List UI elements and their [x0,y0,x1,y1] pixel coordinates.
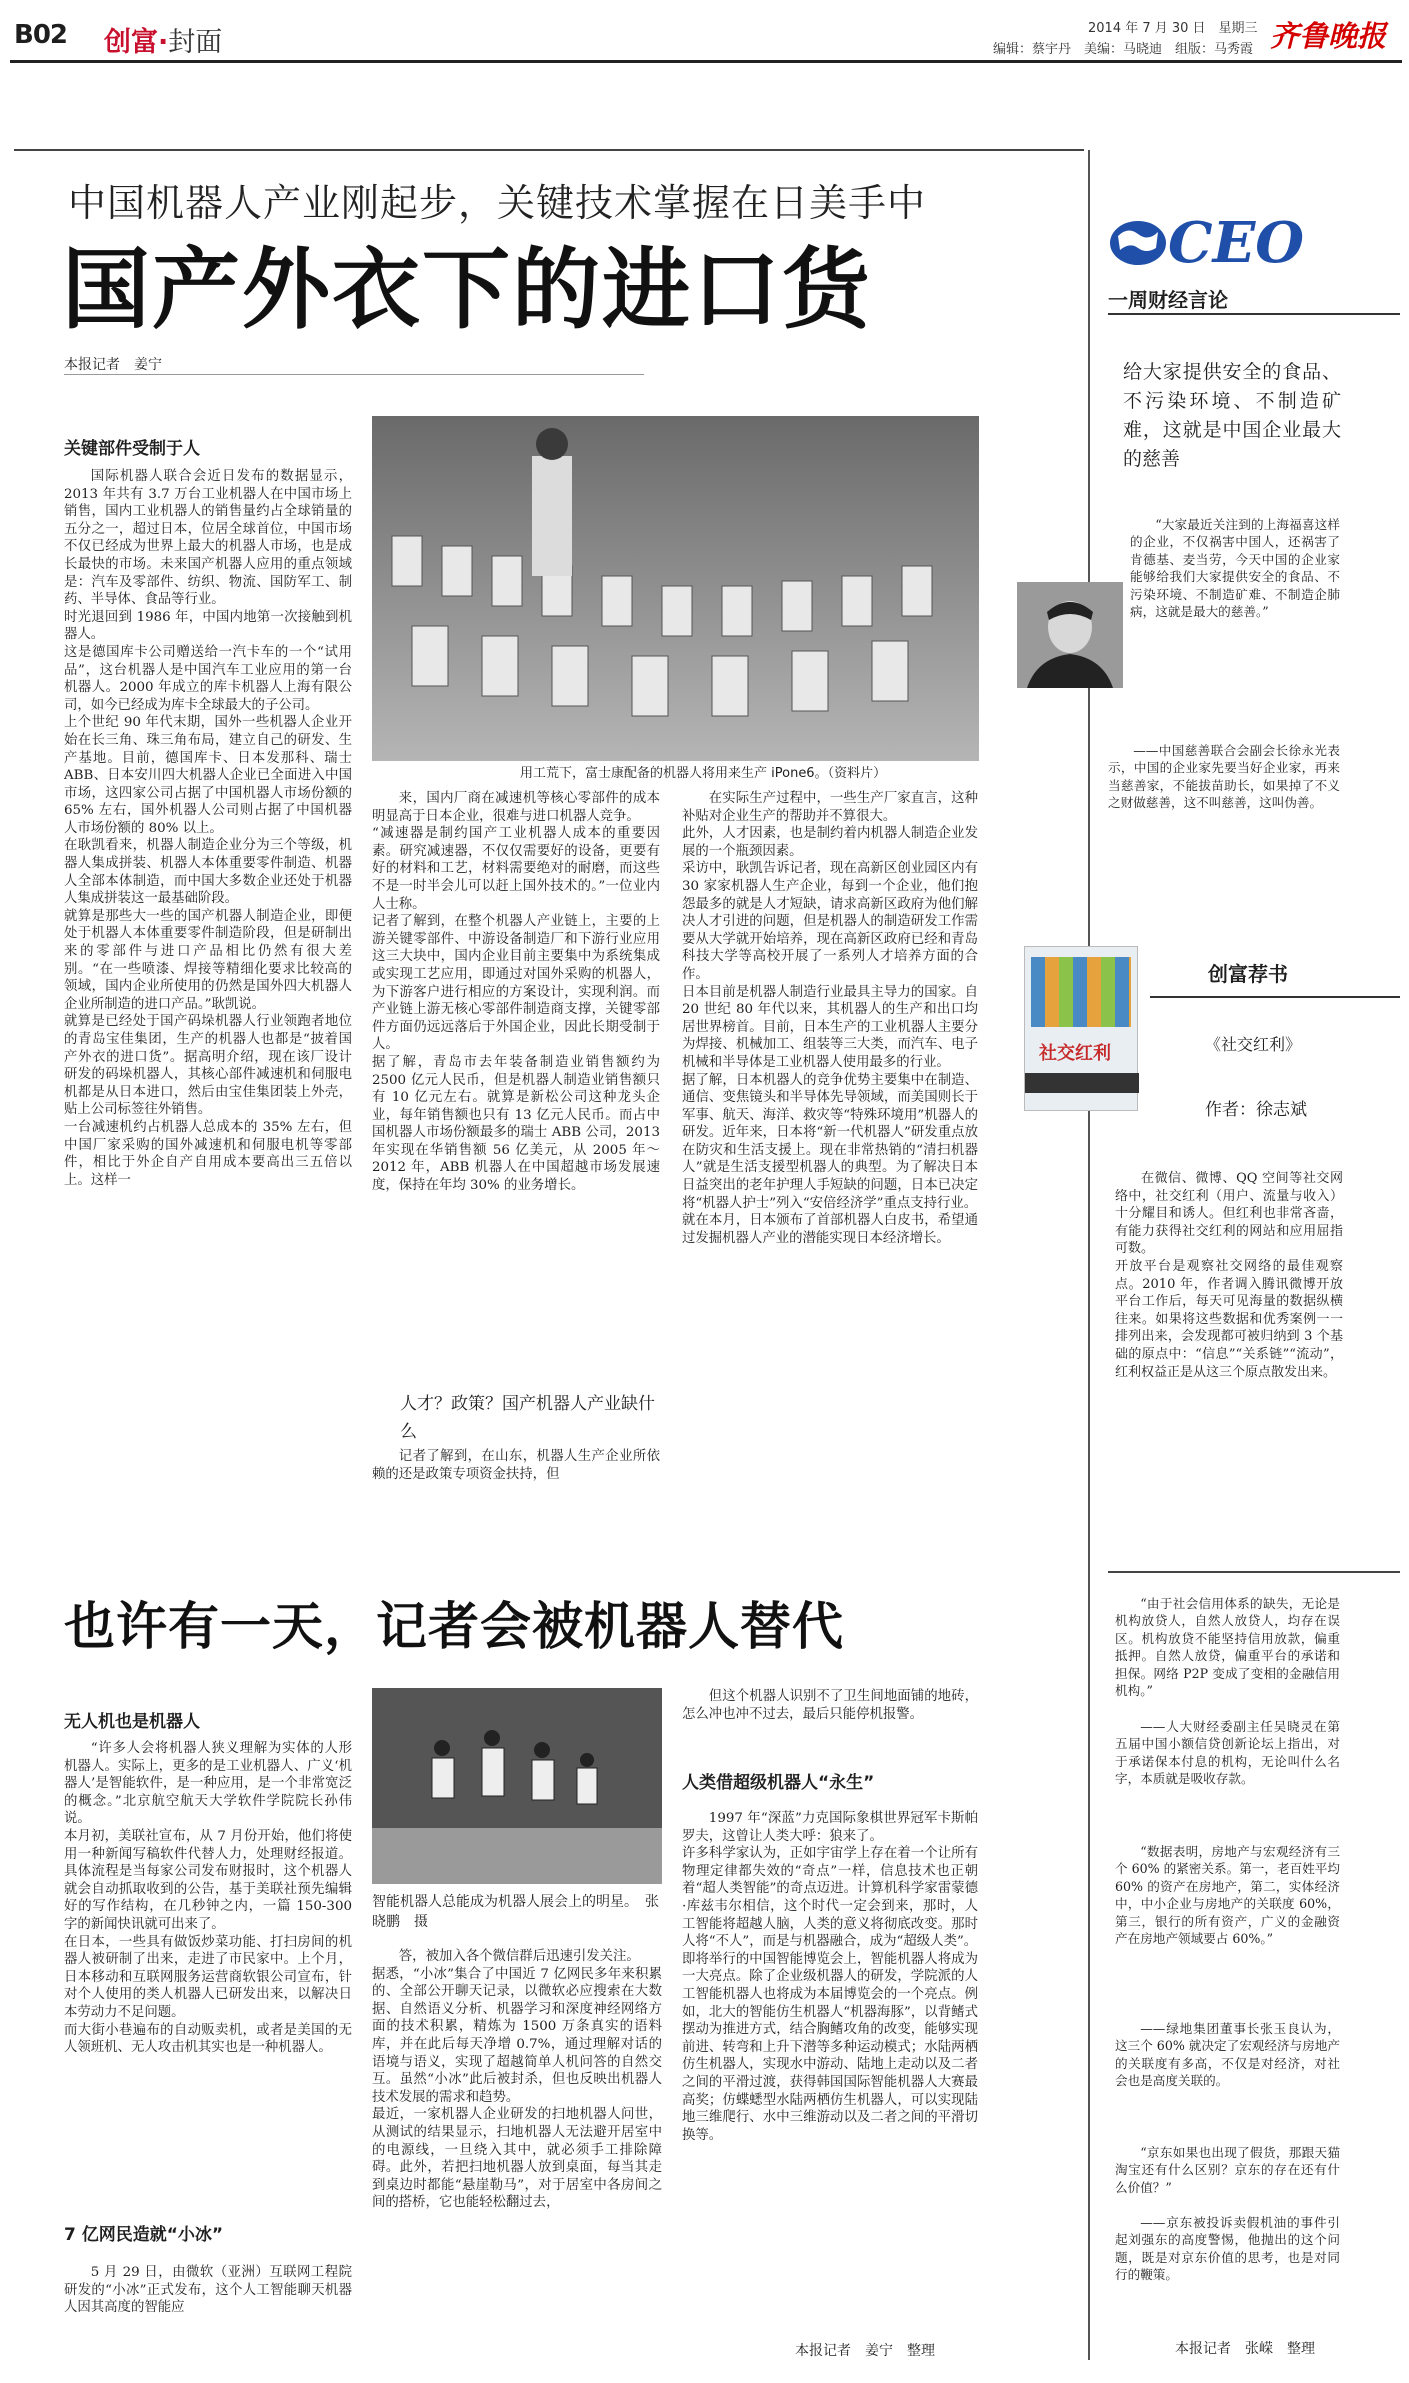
photo2-caption: 智能机器人总能成为机器人展会上的明星。 张晓鹏 摄 [372,1894,659,1930]
ceo-title-rule [1108,313,1400,315]
main-col2b-text: 记者了解到，在山东，机器人生产企业所依赖的还是政策专项资金扶持，但 [372,1449,660,1482]
book-cover [1024,946,1138,1111]
robot-factory-photo [372,416,979,761]
sidebar-quote2: “由于社会信用体系的缺失，无论是机构放贷人，自然人放贷人，均存在误区。机构放贷不能坚持信用放款，偏重抵押。自然人放贷，偏重平台的承诺和担保。网络 P2P 变成了变相的金融信用机构。” [1115,1596,1340,1699]
main-col3-text: 在实际生产过程中，一些生产厂家直言，这种补贴对企业生产的帮助并不算很大。 此外，人才因素，也是制约着内机器人制造企业发展的一个瓶颈因素。 采访中，耿凯告诉记者，现在高新区创业园区内有 30 家家机器人生产企业，每到一个企业，他们抱怨最多的就是人才短缺，请求高新区政府为他们解决人才引进的问题，但是机器人的制造研发工作需要从大学就开始培养，现在高新区政府已经和青岛科技大学等高校开展了一系列人才培养方面的合作。 日本目前是机器人制造行业最具主导力的国家。自 20 世纪 80 年代以来，其机器人的生产和出口均居世界榜首。目前，日本生产的工业机器人主要分为焊接、机械加工、组装等三大类，而汽车、电子机械和半导体是工业机器人使用最多的行业。 据了解，日本机器人的竞争优势主要集中在制造、通信、变焦镜头和半导体先导领域，而美国则长于军事、航天、海洋、救灾等“特殊环境用”机器人的研发。近年来，日本将“新一代机器人”研发重点放在防灾和生活支援上。现在非常热销的“清扫机器人”就是生活支援型机器人的典型。为了解决日本日益突出的老年护理人手短缺的问题，日本已决定将“机器人护士”列入“安倍经济学”重点支持行业。 就在本月，日本颁布了首部机器人白皮书，希望通过发掘机器人产业的潜能实现日本经济增长。 [682,791,978,1246]
main-col1-text: 国际机器人联合会近日发布的数据显示，2013 年共有 3.7 万台工业机器人在中国市场上销售，国内工业机器人的销售量约占全球销量的五分之一，超过日本，位居全球首位，中国市场不仅已经成为世界上最大的机器人市场，也是成长最快的市场。未来国产机器人应用的重点领域是：汽车及零部件、纺织、物流、国防军工、制药、半导体、食品等行业。 时光退回到 1986 年，中国内地第一次接触到机器人。 这是德国库卡公司赠送给一汽卡车的一个“试用品”，这台机器人是中国汽车工业应用的第一台机器人。2000 年成立的库卡机器人上海有限公司，如今已经成为库卡全球最大的子公司。 上个世纪 90 年代末期，国外一些机器人企业开始在长三角、珠三角布局，建立自己的研发、生产基地。目前，德国库卡、日本发那科、瑞士 ABB、日本安川四大机器人企业已全面进入中国市场，这四家公司占据了中国机器人市场份额的 65% 左右，国外机器人公司则占据了中国机器人市场份额的 80% 以上。 在耿凯看来，机器人制造企业分为三个等级，机器人集成拼装、机器人本体重要零件制造、机器人全部本体制造，而中国大多数企业还处于机器人集成拼装这一最基础阶段。 就算是那些大一些的国产机器人制造企业，即便处于机器人本体重要零件制造阶段，但是研制出来的零部件与进口产品相比仍然有很大差别。“在一些喷漆、焊接等精细化要求比较高的领域，国内企业所使用的仍然是国外四大机器人企业所制造的进口产品。”耿凯说。 就算是已经处于国产码垛机器人行业领跑者地位的青岛宝佳集团，生产的机器人也都是“披着国产外衣的进口货”。据高明介绍，现在该厂设计研发的码垛机器人，其核心部件减速机和伺服电机都是从日本进口，然后由宝佳集团装上外壳，贴上公司标签往外销售。 一台减速机约占机器人总成本的 35% 左右，但中国厂家采购的国外减速机和伺服电机等零部件，相比于外企自产自用成本要高出三五倍以上。这样一 [64,469,352,1188]
sidebar-divider [1088,150,1090,2360]
main-section2-head: 人才？政策？国产机器人产业缺什么 [400,1394,655,1442]
main-section1-head: 关键部件受制于人 [64,439,200,459]
sidebar-quote4-attr: ——京东被投诉卖假机油的事件引起刘强东的高度警惕，他抛出的这个问题，既是对京东价值的思考，也是对同行的鞭策。 [1115,2215,1340,2283]
second-byline: 本报记者 姜宁 整理 [795,2343,935,2359]
section-title: 创富 [104,27,158,58]
sidebar-byline: 本报记者 张嵘 整理 [1175,2341,1315,2357]
book-cover-stripe [1025,1073,1139,1093]
book-section-rule [1150,996,1400,998]
second-section1-head: 无人机也是机器人 [64,1712,200,1732]
ceo-wordmark: CEO [1168,210,1305,276]
sidebar-quote3: “数据表明，房地产与宏观经济有三个 60% 的紧密关系。第一，老百姓平均 60% 的资产在房地产，第二，实体经济中，中小企业与房地产的关联度 60%，第三，银行的所有资产，广义的金融资产在房地产领域要占 60%。” [1115,1844,1340,1947]
byline-rule [64,374,644,375]
sidebar-quote1: “大家最近关注到的上海福喜这样的企业，不仅祸害中国人，还祸害了肯德基、麦当劳，今天中国的企业家能够给我们大家提供安全的食品、不污染环境、不制造矿难、不制造企肺病，这就是最大的慈善。” [1130,517,1340,620]
second-section2-head: 7 亿网民造就“小冰” [64,2225,224,2245]
sidebar-quote3-attr: ——绿地集团董事长张玉良认为，这三个 60% 就决定了宏观经济与房地产的关联度有多高，不仅是对经济，对社会也是高度关联的。 [1115,2021,1340,2089]
masthead-logo: 齐鲁晚报 [1270,19,1387,53]
header-rule [10,60,1402,63]
page-code: B02 [14,20,67,50]
robot-expo-illustration [372,1688,662,1884]
section-name [104,20,222,59]
sidebar-quote4: “京东如果也出现了假货，那跟天猫淘宝还有什么区别？京东的存在还有什么价值？” [1115,2145,1340,2195]
book-description: 在微信、微博、QQ 空间等社交网络中，社交红利（用户、流量与收入）十分耀目和诱人。但红利也非常吝啬，有能力获得社交红利的网站和应用屈指可数。 开放平台是观察社交网络的最佳观察点。2010 年，作者调入腾讯微博开放平台工作后，每天可见海量的数据纵横往来。如果将这些数据和优秀案例一一排列出来，会发现都可被归纳到 3 个基础的原点中：“信息”“关系链”“流动”，红利权益正是从这三个原点散发出来。 [1115,1171,1343,1380]
main-kicker: 中国机器人产业刚起步，关键技术掌握在日美手中 [68,181,927,225]
second-col3a-text: 但这个机器人识别不了卫生间地面铺的地砖，怎么冲也冲不过去，最后只能停机报警。 [682,1689,978,1722]
second-col1b-text: 5 月 29 日，由微软（亚洲）互联网工程院研发的“小冰”正式发布，这个人工智能聊天机器人因其高度的智能应 [64,2265,352,2316]
ceo-logo [1108,210,1320,276]
main-headline: 国产外衣下的进口货 [62,238,873,341]
editors-credit: 编辑：蔡宇丹 美编：马晓迪 组版：马秀霞 [993,42,1254,57]
second-col2-text: 答，被加入各个微信群后迅速引发关注。 据悉，“小冰”集合了中国近 7 亿网民多年来积累的、全部公开聊天记录，以微软必应搜索在大数据、自然语义分析、机器学习和深度神经网络方面的技术积累，精炼为 1500 万条真实的语料库，并在此后每天净增 0.7%，通过理解对话的语境与语义，实现了超越简单人机问答的自然交互。虽然“小冰”此后被封杀，但也反映出机器人技术发展的需求和趋势。 最近，一家机器人企业研发的扫地机器人问世，从测试的结果显示，扫地机器人无法避开居室中的电源线，一旦绕入其中，就必须手工排除障碍。此外，若把扫地机器人放到桌面，每当其走到桌边时都能“悬崖勒马”，对于居室中各房间之间的搭桥，它也能轻松翻过去， [372,1949,662,2211]
ceo-title: 一周财经言论 [1108,288,1228,312]
second-section3-head: 人类借超级机器人“永生” [682,1773,875,1793]
second-col1-text: “许多人会将机器人狭义理解为实体的人形机器人。实际上，更多的是工业机器人、广义‘机器人’是智能软件，是一种应用，是一个非常宽泛的概念。”北京航空航天大学软件学院院长孙伟说。 本月初，美联社宣布，从 7 月份开始，他们将使用一种新闻写稿软件代替人力，处理财经报道。具体流程是当每家公司发布财报时，这个机器人就会自动抓取收到的公告，基于美联社预先编辑好的写作结构，在几秒钟之内，一篇 150-300 字的新闻快讯就可出来了。 在日本，一些具有做饭炒菜功能、打扫房间的机器人被研制了出来，走进了市民家中。上个月，日本移动和互联网服务运营商软银公司宣布，针对个人使用的类人机器人已研发出来，以解决日本劳动力不足问题。 而大街小巷遍布的自动贩卖机，或者是美国的无人领班机、无人攻击机其实也是一种机器人。 [64,1741,352,2056]
book-cover-grid [1031,957,1131,1027]
book-author: 作者：徐志斌 [1205,1100,1307,1120]
globe-icon [1108,218,1168,268]
photo1-caption: 用工荒下，富士康配备的机器人将用来生产 iPone6。（资料片） [520,766,887,781]
main-top-rule [14,149,1084,151]
second-col3-text: 1997 年“深蓝”力克国际象棋世界冠军卡斯帕罗夫，这曾让人类大呼：狼来了。 许多科学家认为，正如宇宙学上存在着一个让所有物理定律都失效的“奇点”一样，信息技术也正朝着“超人类智能”的奇点迈进。计算机科学家雷蒙德·库兹韦尔相信，这个时代一定会到来，那时，人工智能将超越人脑，人类的意义将彻底改变。那时人将“不人”，而是与机器融合，成为“超级人类”。 即将举行的中国智能博览会上，智能机器人将成为一大亮点。除了企业级机器人的研发，学院派的人工智能机器人也将成为本届博览会的一个亮点。例如，北大的智能仿生机器人“机器海豚”，以背鳍式摆动为推进方式，结合胸鳍攻角的改变，能够实现前进、转弯和上升下潜等多种运动模式；水陆两栖仿生机器人，实现水中游动、陆地上走动以及二者之间的平滑过渡，获得韩国国际智能机器人大赛最高奖；仿蝶蟋型水陆两栖仿生机器人，可以实现陆地三维爬行、水中三维游动以及二者之间的平滑切换等。 [682,1811,978,2143]
robot-factory-illustration [372,416,979,761]
sidebar-quote1-attr: ——中国慈善联合会副会长徐永光表示，中国的企业家先要当好企业家，再来当慈善家，不能拔苗助长，如果掉了不义之财做慈善，这不叫慈善，这叫伪善。 [1108,743,1340,811]
sidebar-lead-quote: 给大家提供安全的食品、不污染环境、不制造矿难，这就是中国企业最大的慈善 [1123,361,1341,470]
second-headline: 也许有一天，记者会被机器人替代 [64,1598,845,1657]
sidebar-quote2-attr: ——人大财经委副主任吴晓灵在第五届中国小额信贷创新论坛上指出，对于承诺保本付息的机构，无论叫什么名字，本质就是吸收存款。 [1115,1719,1340,1787]
section-subtitle: 封面 [168,27,223,58]
main-col2-text: 来，国内厂商在减速机等核心零部件的成本明显高于日本企业，很难与进口机器人竞争。 “减速器是制约国产工业机器人成本的重要因素。研究减速器，不仅仅需要好的设备，更要有好的材料和工艺，材料需要绝对的耐磨，而这些不是一时半会儿可以赶上国外技术的。”一位业内人士称。 记者了解到，在整个机器人产业链上，主要的上游关键零部件、中游设备制造厂和下游行业应用这三大块中，国内企业目前主要集中为系统集成或实现工艺应用，即通过对国外采购的机器人，为下游客户进行相应的方案设计，实现利润。而产业链上游无核心零部件制造商支撑，关键零部件方面仍远远落后于外国企业，因此长期受制于人。 据了解，青岛市去年装备制造业销售额约为 2500 亿元人民币，但是机器人制造业销售额只有 10 亿元左右。就算是新松公司这种龙头企业，每年销售额也只有 13 亿元人民币。而占中国机器人市场份额最多的瑞士 ABB 公司，2013 年实现在华销售额 56 亿美元，从 2005 年～2012 年，ABB 机器人在中国超越市场发展速度，保持在年均 30% 的业务增长。 [372,791,660,1194]
book-section-title: 创富荐书 [1208,962,1288,986]
issue-date: 2014 年 7 月 30 日 星期三 [1088,21,1258,36]
ceo-portrait [1015,580,1121,686]
section-separator: · [158,27,169,58]
sidebar-bottom-rule [1108,1571,1400,1573]
portrait-illustration [1017,582,1123,688]
main-byline: 本报记者 姜宁 [64,357,162,373]
book-cover-title: 社交红利 [1039,1043,1111,1064]
book-title: 《社交红利》 [1205,1035,1302,1054]
robot-expo-photo [372,1688,662,1884]
